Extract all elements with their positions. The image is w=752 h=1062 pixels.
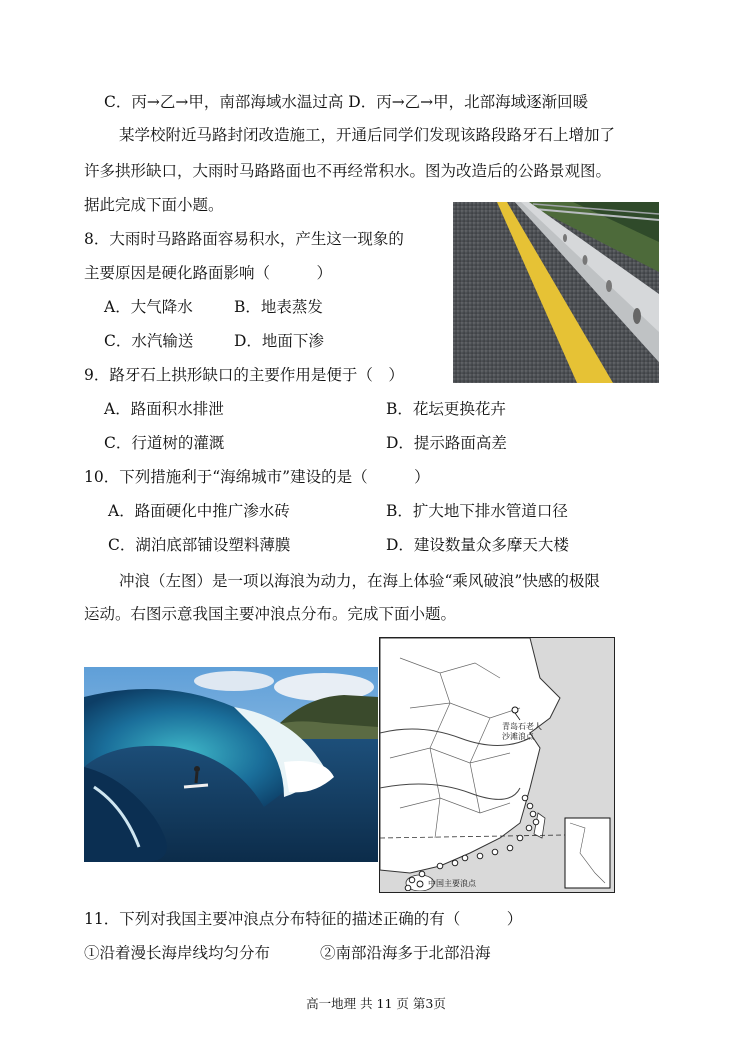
q9-option-c: C．行道树的灌溉 bbox=[104, 434, 225, 452]
q8-option-d: D．地面下渗 bbox=[234, 332, 324, 350]
q10-option-c: C．湖泊底部铺设塑料薄膜 bbox=[108, 536, 291, 554]
q11-stem: 11．下列对我国主要冲浪点分布特征的描述正确的有（ ） bbox=[84, 910, 523, 928]
map-label-qingdao bbox=[502, 722, 542, 742]
q10-option-a: A．路面硬化中推广渗水砖 bbox=[108, 502, 290, 520]
q7-options-line: C．丙→乙→甲，南部海域水温过高 D．丙→乙→甲，北部海域逐渐回暖 bbox=[104, 93, 589, 111]
q8-option-c: C．水汽输送 bbox=[104, 332, 194, 350]
q9-stem: 9．路牙石上拱形缺口的主要作用是便于（ ） bbox=[84, 366, 404, 384]
map-label-qingdao-line2: 沙滩浪点 bbox=[502, 732, 534, 741]
passage2-line1: 冲浪（左图）是一项以海浪为动力，在海上体验“乘风破浪”快感的极限 bbox=[119, 572, 600, 590]
q8-stem-line2: 主要原因是硬化路面影响（ ） bbox=[84, 264, 333, 282]
passage1-line2: 许多拱形缺口，大雨时马路路面也不再经常积水。图为改造后的公路景观图。 bbox=[84, 162, 612, 180]
china-surf-spots-map bbox=[379, 637, 615, 893]
q8-option-a: A．大气降水 bbox=[104, 298, 193, 316]
passage1-line3: 据此完成下面小题。 bbox=[84, 196, 224, 214]
q9-option-b: B．花坛更换花卉 bbox=[386, 400, 506, 418]
page-footer: 高一地理 共 11 页 第3页 bbox=[306, 996, 446, 1011]
q8-option-b: B．地表蒸发 bbox=[234, 298, 323, 316]
q10-option-b: B．扩大地下排水管道口径 bbox=[386, 502, 568, 520]
road-curb-photo bbox=[453, 202, 659, 383]
passage2-line2: 运动。右图示意我国主要冲浪点分布。完成下面小题。 bbox=[84, 605, 457, 623]
q9-option-d: D．提示路面高差 bbox=[386, 434, 507, 452]
surfing-wave-photo bbox=[84, 667, 378, 862]
map-label-qingdao-line1: 青岛石老人 bbox=[502, 722, 542, 731]
map-legend-label: 中国主要浪点 bbox=[428, 879, 476, 888]
passage1-line1: 某学校附近马路封闭改造施工，开通后同学们发现该路段路牙石上增加了 bbox=[119, 126, 616, 144]
q11-option-1: ①沿着漫长海岸线均匀分布 bbox=[84, 944, 271, 962]
q11-option-2: ②南部沿海多于北部沿海 bbox=[320, 944, 491, 962]
q10-stem: 10．下列措施利于“海绵城市”建设的是（ ） bbox=[84, 468, 430, 486]
q8-stem-line1: 8．大雨时马路路面容易积水，产生这一现象的 bbox=[84, 230, 404, 248]
q10-option-d: D．建设数量众多摩天大楼 bbox=[386, 536, 569, 554]
q9-option-a: A．路面积水排泄 bbox=[104, 400, 224, 418]
